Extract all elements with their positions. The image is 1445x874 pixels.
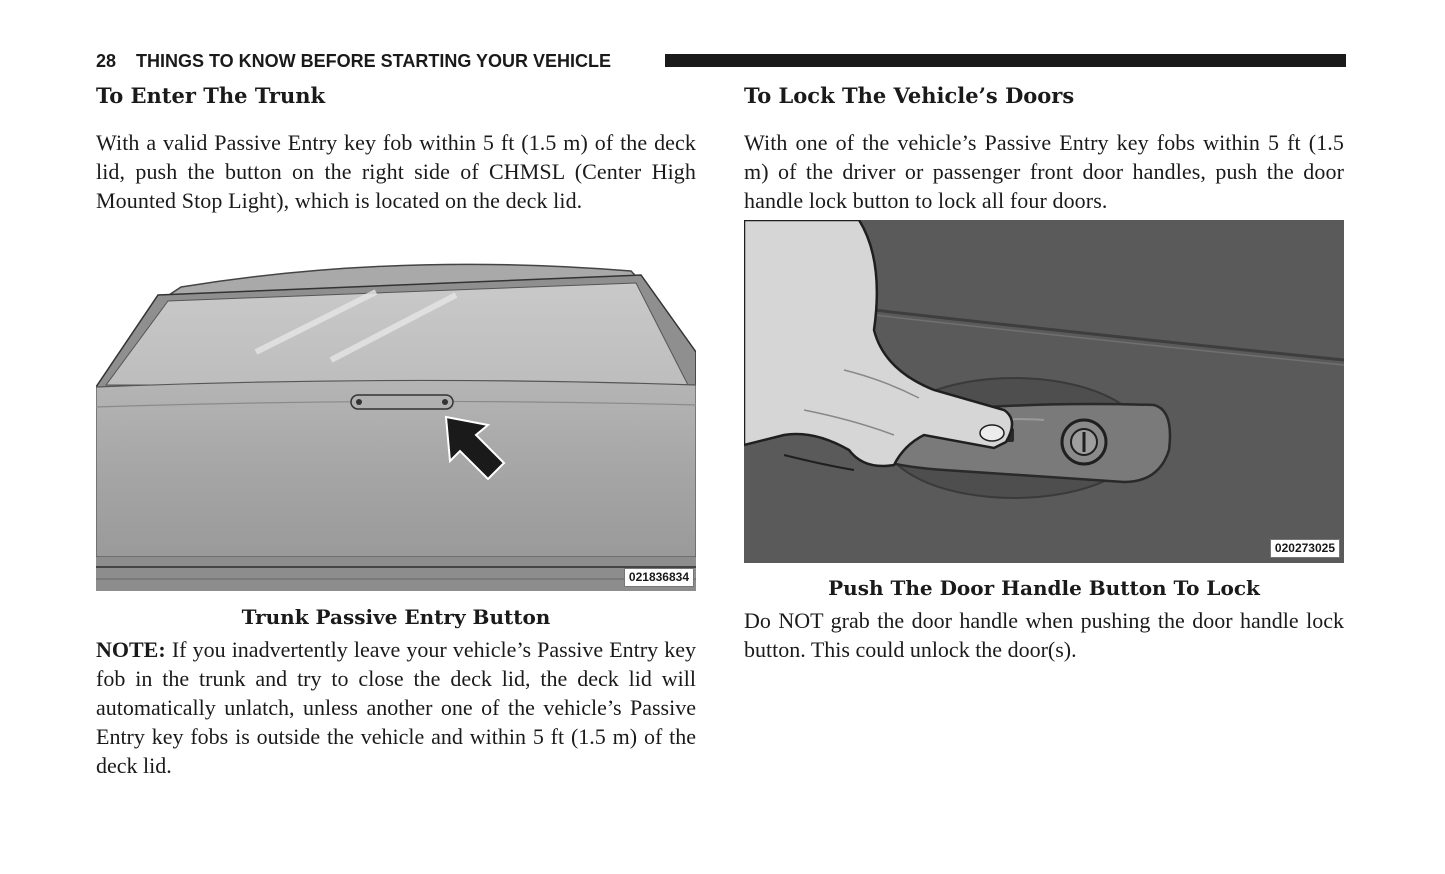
note-text: If you inadvertently leave your vehicle’s Passive Entry key fob in the trunk and try to close the deck lid, the deck lid will automatically unlatch, unless another one of the vehicle’s Passive Entry key fobs is outside the vehicle and within 5 ft (1.5 m) of the deck lid. bbox=[96, 637, 697, 778]
section-title: THINGS TO KNOW BEFORE STARTING YOUR VEHICLE bbox=[136, 51, 612, 71]
header-rule bbox=[665, 54, 1346, 67]
doors-heading: To Lock The Vehicle’s Doors bbox=[744, 83, 1075, 108]
figure-id-door: 020273025 bbox=[1270, 539, 1340, 558]
door-handle-illustration bbox=[744, 220, 1344, 563]
door-warning: Do NOT grab the door handle when pushing the door handle lock button. This could unlock the door(s). bbox=[744, 608, 1344, 662]
trunk-note bbox=[96, 635, 696, 780]
figure-id-trunk: 021836834 bbox=[624, 568, 694, 587]
trunk-caption: Trunk Passive Entry Button bbox=[241, 605, 551, 629]
page-number: 28 bbox=[96, 51, 117, 71]
trunk-instructions: With a valid Passive Entry key fob within 5 ft (1.5 m) of the deck lid, push the button on the right side of CHMSL (Center High Mounted Stop Light), which is located on the deck lid. bbox=[96, 130, 696, 213]
chmsl-light bbox=[351, 395, 453, 409]
trunk-illustration bbox=[96, 257, 696, 591]
right-column bbox=[744, 82, 1344, 215]
page-header bbox=[96, 50, 1346, 72]
trunk-heading: To Enter The Trunk bbox=[96, 83, 326, 108]
left-column bbox=[96, 82, 696, 215]
doors-instructions: With one of the vehicle’s Passive Entry key fobs within 5 ft (1.5 m) of the driver or passenger front door handles, push the door handle lock button to lock all four doors. bbox=[744, 130, 1344, 213]
note-label: NOTE: bbox=[96, 637, 166, 662]
trunk-drawing bbox=[96, 257, 696, 591]
door-handle-drawing bbox=[744, 220, 1344, 563]
door-caption: Push The Door Handle Button To Lock bbox=[828, 576, 1260, 600]
